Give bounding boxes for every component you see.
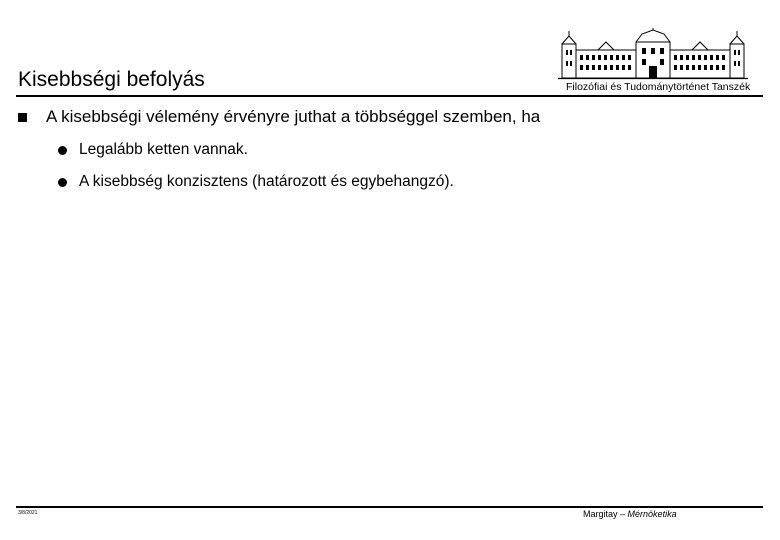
- slide-title: Kisebbségi befolyás: [18, 68, 205, 91]
- sub-bullet-item: [58, 172, 454, 192]
- title-divider: [16, 95, 763, 97]
- author-name: Margitay –: [583, 509, 626, 519]
- round-bullet-icon: [58, 178, 67, 187]
- bullet-text: A kisebbségi vélemény érvényre juthat a többséggel szemben, ha: [46, 107, 541, 126]
- university-building-icon: [558, 28, 748, 80]
- department-caption: Filozófiai és Tudománytörténet Tanszék: [566, 81, 751, 93]
- bullet-item: [18, 106, 540, 128]
- university-logo: [558, 28, 751, 96]
- sub-bullet-text: Legalább ketten vannak.: [79, 141, 248, 158]
- sub-bullet-text: A kisebbség konzisztens (határozott és egybehangzó).: [79, 173, 454, 190]
- footer-date: 3/8/2021: [18, 510, 38, 516]
- course-name: Mérnöketika: [627, 509, 677, 519]
- sub-bullet-item: [58, 140, 248, 160]
- square-bullet-icon: [18, 113, 27, 122]
- round-bullet-icon: [58, 146, 67, 155]
- footer-divider: [16, 506, 763, 508]
- footer-author: [583, 509, 677, 519]
